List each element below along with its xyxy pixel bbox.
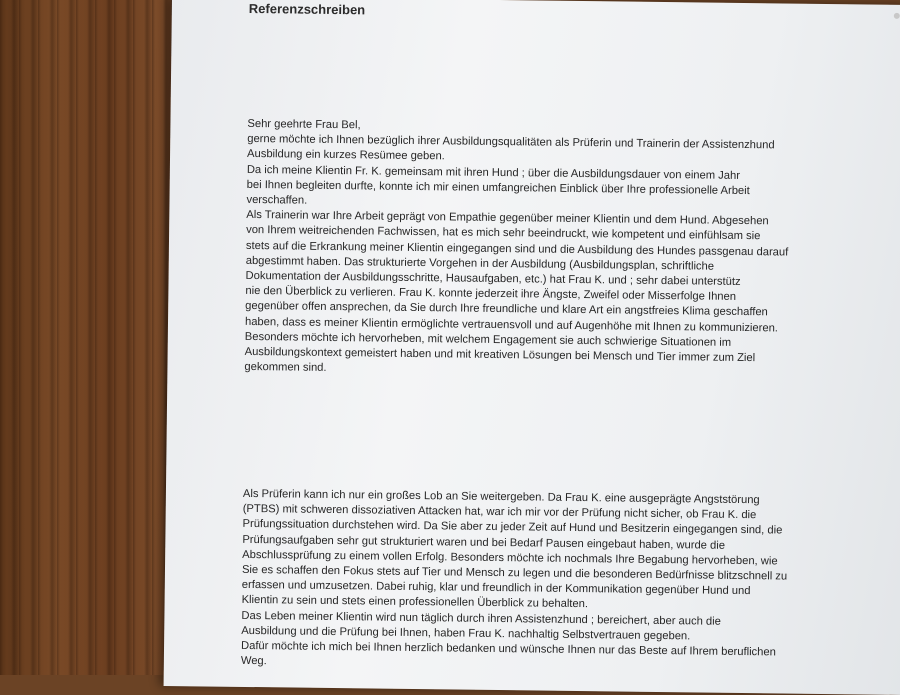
letter-page (164, 0, 900, 695)
wooden-surface (0, 0, 185, 675)
text-line: Das Leben meiner Klientin wird nun täglich durch ihren Assistenzhund ; bereichert, aber auch die (241, 609, 721, 628)
corner-mark (894, 13, 900, 19)
text-line: Prüfungsaufgaben sehr gut strukturiert waren und bei Bedarf Pausen eingebaut haben, wurde die (242, 533, 726, 552)
text-line: bei Ihnen begleiten durfte, konnte ich mir einen umfangreichen Einblick über Ihre professionelle Arbeit (246, 178, 750, 197)
text-line: Weg. (240, 655, 267, 668)
text-line: von Ihrem weitreichenden Fachwissen, hat es mich sehr beeindruckt, wie kompetent und einfühlsam sie (246, 224, 761, 243)
text-line: erfassen und umzusetzen. Dabei ruhig, klar und freundlich in der Kommunikation gegenüber Hund und (241, 579, 751, 598)
text-line: Dafür möchte ich mich bei Ihnen herzlich bedanken und wünsche Ihnen nur das Beste auf Ihrem beruflichen (240, 639, 776, 659)
text-line: Da ich meine Klientin Fr. K. gemeinsam mit ihren Hund ; über die Ausbildungsdauer von einem Jahr (246, 163, 741, 182)
text-line: Ausbildung und die Prüfung bei Ihnen, haben Frau K. nachhaltig Selbstvertrauen gegeben. (241, 624, 691, 643)
text-line: haben, dass es meiner Klientin ermöglichte vertrauensvoll und auf Augenhöhe mit Ihnen zu kommunizieren. (244, 315, 779, 335)
paragraph-block-trainer (244, 117, 807, 382)
text-line: Abschlussprüfung zu einem vollen Erfolg. Besonders möchte ich nochmals Ihre Begabung hervorheben, wie (242, 548, 778, 568)
text-line: gerne möchte ich Ihnen bezüglich ihrer Ausbildungsqualitäten als Prüferin und Trainerin der Assistenzhund (247, 133, 775, 152)
text-line: (PTBS) mit schweren dissoziativen Attacken hat, war ich mir vor der Prüfung nicht sicher, ob Frau K. die (242, 503, 757, 522)
text-line: Prüfungssituation durchstehen wird. Da Sie aber zu jeder Zeit auf Hund und Besitzerin eingegangen sind, die (242, 518, 783, 537)
text-line: Klientin zu sein und stets einen professionellen Überblick zu behalten. (241, 594, 589, 611)
text-line: stets auf die Erkrankung meiner Klientin eingegangen sind und die Ausbildung des Hundes passgenau darauf (245, 239, 789, 259)
text-line: verschaffen. (246, 193, 308, 207)
text-line: Ausbildung ein kurzes Resümee geben. (246, 148, 445, 163)
text-line: Ausbildungskontext gemeistert haben und mit kreativen Lösungen bei Mensch und Tier immer zum Ziel (244, 345, 756, 365)
text-line: Dokumentation der Ausbildungsschritte, Hausaufgaben, etc.) hat Frau K. und ; sehr dabei unterstütz (245, 269, 741, 288)
text-line: abgestimmt haben. Das strukturierte Vorgehen in der Ausbildung (Ausbildungsplan, schriftliche (245, 254, 715, 273)
text-line: Als Trainerin war Ihre Arbeit geprägt von Empathie gegenüber meiner Klientin und dem Hund. Abgesehen (246, 209, 769, 228)
document-title: Referenzschreiben (248, 0, 366, 18)
text-line: Sehr geehrte Frau Bel, (247, 117, 361, 132)
paragraph-block-examiner (241, 487, 803, 676)
text-line: Besonders möchte ich hervorheben, mit welchem Engagement sie auch schwierige Situationen im (244, 330, 732, 349)
text-line: gekommen sind. (244, 361, 327, 375)
text-line: nie den Überblick zu verlieren. Frau K. konnte jederzeit ihre Ängste, Zweifel oder Misserfolge Ihnen (245, 285, 737, 304)
text-line: Sie es schaffen den Fokus stets auf Tier und Mensch zu legen und die besonderen Bedürfnisse blitzschnell zu (241, 563, 788, 583)
text-line: gegenüber offen ansprechen, da Sie durch Ihre freundliche und klare Art ein angstfreies Klima geschaffen (245, 300, 768, 319)
text-line: Als Prüferin kann ich nur ein großes Lob an Sie weitergeben. Da Frau K. eine ausgeprägte Angststörung (242, 487, 760, 507)
